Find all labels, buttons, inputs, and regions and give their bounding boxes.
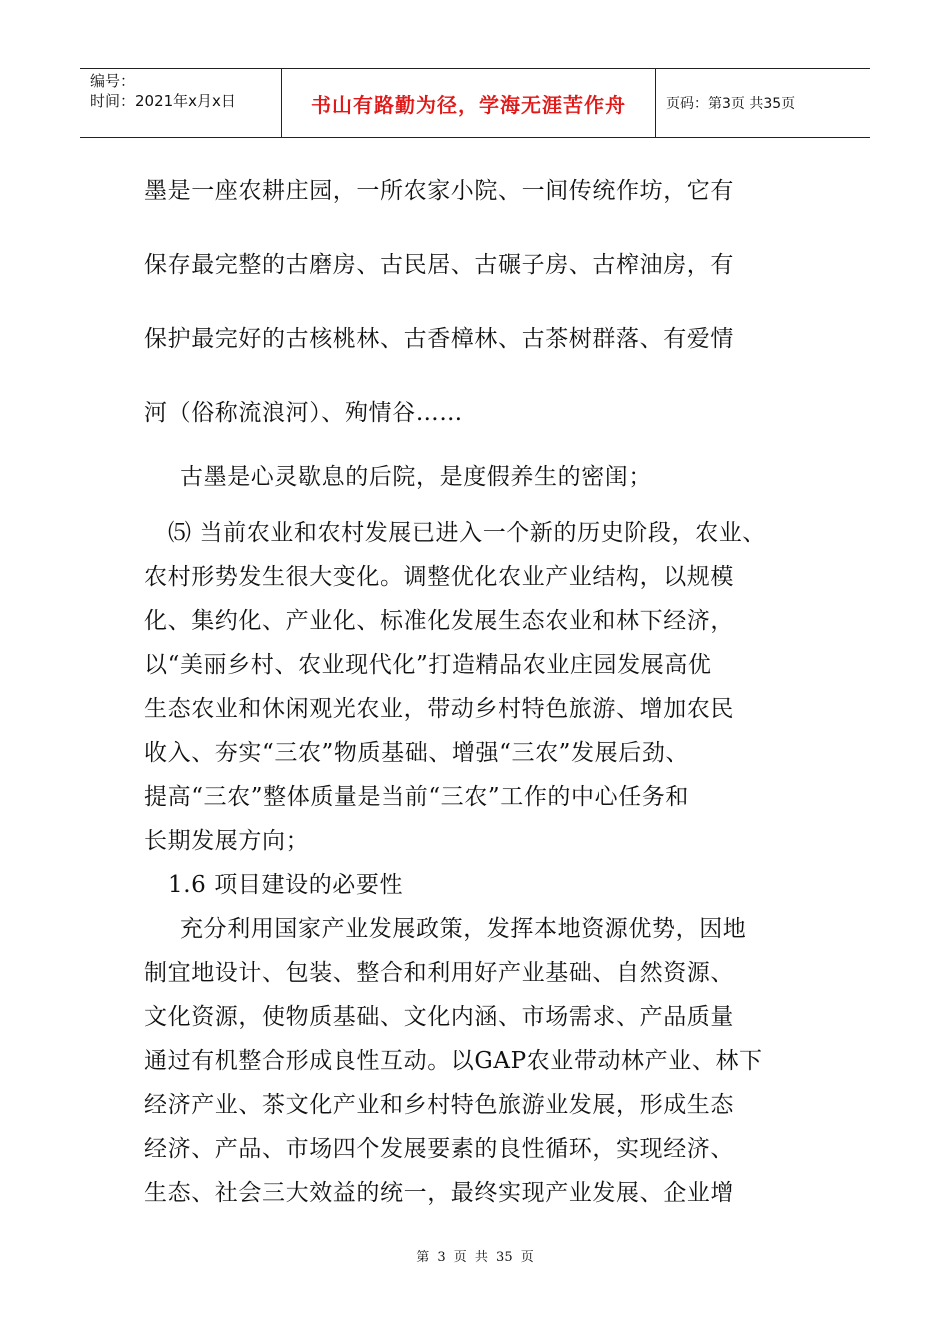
- header-motto-cell: [282, 69, 656, 137]
- header-motto: 书山有路勤为径，学海无涯苦作舟: [311, 92, 626, 117]
- page-footer: 第 3 页 共 35 页: [416, 1250, 534, 1265]
- body-line: 收入、夯实“三农”物质基础、增强“三农”发展后劲、: [144, 740, 690, 766]
- header-page-info: 页码：第3页 共35页: [666, 96, 796, 112]
- body-line: 经济产业、茶文化产业和乡村特色旅游业发展，形成生态: [144, 1092, 734, 1118]
- body-line: 生态、社会三大效益的统一，最终实现产业发展、企业增: [144, 1180, 734, 1206]
- body-line: 充分利用国家产业发展政策，发挥本地资源优势，因地: [180, 916, 747, 942]
- body-line: 生态农业和休闲观光农业，带动乡村特色旅游、增加农民: [144, 696, 734, 722]
- page-header: [80, 68, 870, 138]
- body-line: 提高“三农”整体质量是当前“三农”工作的中心任务和: [144, 784, 690, 810]
- header-meta: [80, 69, 282, 137]
- body-line: 墨是一座农耕庄园，一所农家小院、一间传统作坊，它有: [144, 178, 734, 204]
- body-line: 化、集约化、产业化、标准化发展生态农业和林下经济，: [144, 608, 734, 634]
- body-line: 制宜地设计、包装、整合和利用好产业基础、自然资源、: [144, 960, 734, 986]
- body-line: 以“美丽乡村、农业现代化”打造精品农业庄园发展高优: [144, 652, 712, 678]
- body-line: 经济、产品、市场四个发展要素的良性循环，实现经济、: [144, 1136, 734, 1162]
- body-line: ⑸ 当前农业和农村发展已进入一个新的历史阶段，农业、: [168, 520, 766, 546]
- header-page-cell: [656, 69, 870, 137]
- body-line: 通过有机整合形成良性互动。以GAP农业带动林产业、林下: [144, 1048, 763, 1074]
- body-line: 长期发展方向；: [144, 828, 310, 854]
- body-line: 文化资源，使物质基础、文化内涵、市场需求、产品质量: [144, 1004, 734, 1030]
- section-heading: 1.6 项目建设的必要性: [168, 872, 404, 898]
- body-line: 保存最完整的古磨房、古民居、古碾子房、古榨油房，有: [144, 252, 734, 278]
- body-line: 河（俗称流浪河）、殉情谷……: [144, 400, 463, 426]
- document-number-label: 编号：: [90, 72, 136, 90]
- document-time: 时间：2021年x月x日: [90, 92, 236, 110]
- body-line: 古墨是心灵歇息的后院，是度假养生的密闺；: [180, 464, 652, 490]
- body-line: 农村形势发生很大变化。调整优化农业产业结构，以规模: [144, 564, 734, 590]
- body-line: 保护最完好的古核桃林、古香樟林、古茶树群落、有爱情: [144, 326, 734, 352]
